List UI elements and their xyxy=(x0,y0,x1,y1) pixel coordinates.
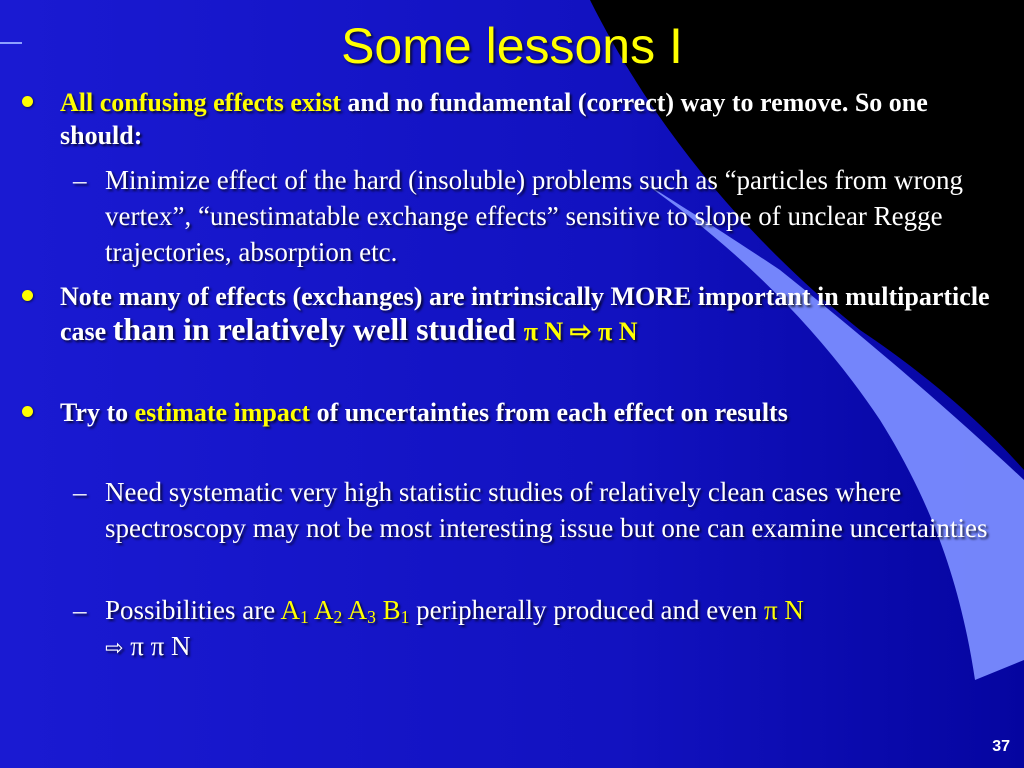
sub-bullet-2 xyxy=(73,474,1005,546)
particle-a1: $A_1$ xyxy=(280,595,309,627)
bullet-3-prefix: Try to xyxy=(60,398,135,427)
sub-bullet-3 xyxy=(73,592,1005,667)
bullet-2-text-a: Note many of effects (exchanges) are intrinsically MORE important in multiparticle case xyxy=(60,282,990,346)
right-arrow-icon: ⇨ xyxy=(105,636,124,661)
formula-pi-pi-n: π π N xyxy=(123,631,191,661)
particle-a2: $A_2$ xyxy=(314,595,343,627)
bullet-dot-icon xyxy=(22,406,33,417)
bullet-3-suffix: of uncertainties from each effect on results xyxy=(310,398,788,427)
bullet-dot-icon xyxy=(22,290,33,301)
formula-pi-n: π N xyxy=(763,595,804,625)
sub-bullet-2-text: Need systematic very high statistic studies of relatively clean cases where spectroscopy may not be most interesting issue but one can examine uncertainties xyxy=(105,477,988,543)
bullet-2-text-b: than in relatively well studied xyxy=(112,311,524,347)
bullet-2 xyxy=(60,280,1005,348)
sub-bullet-3-middle: peripherally produced and even xyxy=(409,595,764,625)
bullet-3 xyxy=(60,396,1005,429)
sub-bullet-1 xyxy=(73,162,1005,270)
particle-a3: $A_3$ xyxy=(347,595,376,627)
sub-bullet-dash: – xyxy=(73,595,87,625)
bullet-1 xyxy=(60,86,1005,152)
slide-title: Some lessons I xyxy=(341,18,683,74)
sub-bullet-dash: – xyxy=(73,477,87,507)
bullet-3-highlight: estimate impact xyxy=(134,398,311,427)
bullet-1-text: and no fundamental (correct) way to remove. So one should: xyxy=(60,88,928,150)
bullet-2-formula: π N ⇨ π N xyxy=(523,317,638,346)
page-number: 37 xyxy=(992,738,1010,755)
sub-bullet-1-text: Minimize effect of the hard (insoluble) problems such as “particles from wrong vertex”, “unestimatable exchange effects” sensitive to slope of unclear Regge trajectories, absorption etc. xyxy=(105,165,963,267)
sub-bullet-dash: – xyxy=(73,165,87,195)
sub-bullet-3-prefix: Possibilities are xyxy=(105,595,281,625)
bullet-dot-icon xyxy=(22,96,33,107)
bullet-1-highlight: All confusing effects exist xyxy=(60,88,341,117)
particle-b1: $B_1$ xyxy=(382,595,410,627)
